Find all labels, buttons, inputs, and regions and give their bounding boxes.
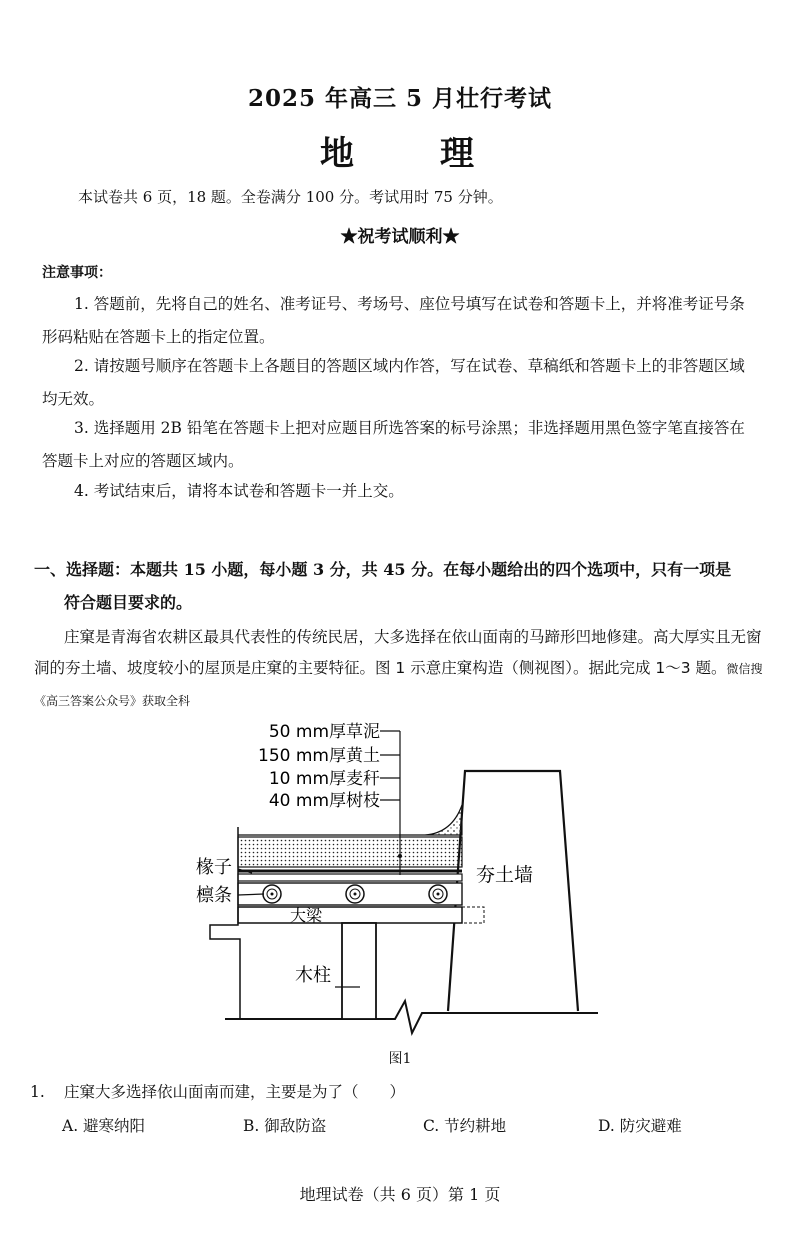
purlin-label: 檩条 <box>196 885 232 906</box>
purlin-log-icon <box>346 885 364 903</box>
purlin-log-icon <box>263 885 281 903</box>
main-beam <box>238 907 462 923</box>
roof-layer-loess <box>238 837 462 867</box>
section-heading-line2: 符合题目要求的。 <box>64 593 193 612</box>
question-1 <box>30 1080 405 1102</box>
notice-item: 2. 请按题号顺序在答题卡上各题目的答题区域内作答，写在试卷、草稿纸和答题卡上的非答题区域均无效。 <box>42 357 745 408</box>
notice-heading: 注意事项： <box>42 265 112 281</box>
exam-info: 本试卷共 6 页，18 题。全卷满分 100 分。考试用时 75 分钟。 <box>78 188 503 206</box>
wall-label: 夯土墙 <box>476 864 534 886</box>
figure-caption: 图1 <box>388 1051 412 1067</box>
layer-label: 40 mm厚树枝 <box>268 791 380 811</box>
passage <box>34 622 772 717</box>
section-heading <box>34 553 770 619</box>
passage-text: 庄窠是青海省农耕区最具代表性的传统民居，大多选择在依山面南的马蹄形凹地修建。高大厚实且无窗洞的夯土墙、坡度较小的屋顶是庄窠的主要特征。图 1 示意庄窠构造（侧视图）。据此完成 1～3 题。 <box>34 628 762 677</box>
ground-line <box>225 1001 598 1033</box>
wooden-pillar <box>342 923 376 1019</box>
beam-label: 大梁 <box>290 906 323 925</box>
layer-label: 50 mm厚草泥 <box>268 722 380 742</box>
subject-title: 地 理 <box>320 134 500 174</box>
section-heading-line1: 一、选择题：本题共 15 小题，每小题 3 分，共 45 分。在每小题给出的四个选项中，只有一项是 <box>34 560 732 579</box>
exam-title: 2025 年高三 5 月壮行考试 <box>247 85 553 112</box>
layer-label: 150 mm厚黄土 <box>258 746 380 766</box>
notice-item: 4. 考试结束后，请将本试卷和答题卡一并上交。 <box>74 482 404 500</box>
zhuangke-diagram <box>196 715 600 1045</box>
question-stem: 庄窠大多选择依山面南而建，主要是为了（ ） <box>64 1083 406 1101</box>
option-c: C. 节约耕地 <box>423 1117 507 1135</box>
beam-socket <box>462 907 484 923</box>
rafter-label: 椽子 <box>196 857 232 878</box>
question-number: 1. <box>30 1083 45 1101</box>
page-footer: 地理试卷（共 6 页）第 1 页 <box>299 1185 501 1204</box>
layer-label: 10 mm厚麦秆 <box>268 769 380 789</box>
option-d: D. 防灾避难 <box>598 1117 682 1135</box>
watermark-text: 微信搜《高三答案公众号》获取全科 <box>34 662 763 708</box>
option-b: B. 御敌防盗 <box>243 1117 327 1135</box>
purlin-log-icon <box>429 885 447 903</box>
notice-item: 3. 选择题用 2B 铅笔在答题卡上把对应题目所选答案的标号涂黑；非选择题用黑色签字笔直接答在答题卡上对应的答题区域内。 <box>42 419 745 470</box>
rammed-earth-wall <box>448 771 578 1011</box>
roof-layer-branch <box>238 874 462 881</box>
motto: ★祝考试顺利★ <box>340 227 460 247</box>
option-a: A. 避寒纳阳 <box>62 1117 146 1135</box>
pillar-label: 木柱 <box>295 965 331 986</box>
notice-item: 1. 答题前，先将自己的姓名、准考证号、考场号、座位号填写在试卷和答题卡上，并将准考证号条形码粘贴在答题卡上的指定位置。 <box>42 295 745 346</box>
